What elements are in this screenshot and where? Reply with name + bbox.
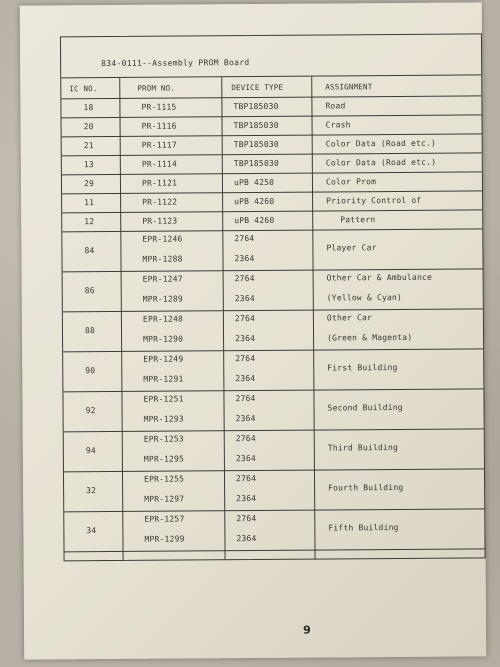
column-header: DEVICE TYPE xyxy=(231,82,284,93)
ic-number: 34 xyxy=(86,526,97,536)
device-type: 2764 xyxy=(235,433,256,444)
prom-number: PR-1117 xyxy=(141,140,177,150)
prom-number: EPR-1255 xyxy=(144,474,185,484)
device-type: uPB 4250 xyxy=(233,177,275,188)
device-type: 2764 xyxy=(235,473,257,484)
device-type: 2764 xyxy=(235,393,256,404)
prom-number: EPR-1251 xyxy=(143,394,184,404)
assignment-text: Road xyxy=(325,101,346,111)
prom-number: PR-1121 xyxy=(141,178,178,188)
prom-number: MPR-1291 xyxy=(143,374,184,384)
column-header: IC NO. xyxy=(69,84,98,94)
assignment-text: Priority Control of xyxy=(326,195,422,206)
table-row xyxy=(63,308,483,352)
device-type: 2364 xyxy=(236,493,257,504)
ic-number: 13 xyxy=(83,160,94,170)
prom-number: EPR-1253 xyxy=(143,434,184,444)
assignment-text: Fifth Building xyxy=(328,522,399,533)
paper-page xyxy=(20,2,487,659)
prom-table xyxy=(61,74,484,561)
table-row xyxy=(63,388,483,432)
column-header: PROM NO. xyxy=(137,83,176,93)
device-type: TBP185030 xyxy=(233,101,279,112)
document-title: 834-0111--Assembly PROM Board xyxy=(101,58,250,69)
prom-number: MPR-1295 xyxy=(143,454,185,464)
device-type: 2364 xyxy=(235,453,256,464)
device-type: 2364 xyxy=(235,373,256,384)
table-row xyxy=(62,228,482,272)
assignment-text: Other Car xyxy=(326,313,373,323)
prom-number: MPR-1299 xyxy=(144,534,185,544)
prom-number: MPR-1293 xyxy=(143,414,184,424)
ic-number: 12 xyxy=(84,217,95,227)
prom-number: EPR-1246 xyxy=(142,234,183,244)
assignment-text: Third Building xyxy=(327,442,399,453)
prom-number: EPR-1249 xyxy=(143,354,184,364)
device-type: uPB 4260 xyxy=(234,196,275,207)
table-row xyxy=(63,268,483,312)
assignment-text: (Yellow & Cyan) xyxy=(326,292,403,303)
prom-table-frame xyxy=(60,33,486,561)
device-type: 2364 xyxy=(235,413,256,424)
assignment-text: Color Data (Road etc.) xyxy=(325,138,437,149)
device-type: TBP185030 xyxy=(233,158,280,169)
assignment-text: Pattern xyxy=(340,215,376,225)
device-type: 2764 xyxy=(234,313,256,324)
device-type: 2764 xyxy=(234,233,255,244)
prom-number: PR-1122 xyxy=(142,197,178,207)
device-type: 2364 xyxy=(235,333,256,344)
ic-number: 21 xyxy=(83,141,94,151)
prom-number: MPR-1289 xyxy=(142,294,183,304)
prom-number: EPR-1257 xyxy=(144,514,185,524)
prom-number: PR-1123 xyxy=(142,216,178,226)
device-type: TBP185030 xyxy=(233,139,279,150)
ic-number: 90 xyxy=(85,366,96,376)
prom-number: MPR-1290 xyxy=(143,334,184,344)
prom-number: PR-1114 xyxy=(141,159,177,169)
device-type: TBP185030 xyxy=(233,120,279,131)
column-header: ASSIGNMENT xyxy=(325,82,373,92)
ic-number: 18 xyxy=(83,103,94,113)
ic-number: 92 xyxy=(85,406,96,416)
prom-number: PR-1115 xyxy=(141,102,177,112)
table-row xyxy=(63,348,483,392)
ic-number: 84 xyxy=(84,246,95,256)
assignment-text: Second Building xyxy=(327,402,403,413)
device-type: 2364 xyxy=(236,533,257,544)
ic-number: 32 xyxy=(86,486,97,496)
assignment-text: First Building xyxy=(327,362,398,373)
table-row xyxy=(64,428,484,472)
table-row xyxy=(64,468,484,512)
ic-number: 29 xyxy=(83,179,95,189)
prom-number: PR-1116 xyxy=(141,121,177,131)
assignment-text: Crash xyxy=(325,120,351,130)
prom-number: MPR-1297 xyxy=(144,494,185,504)
assignment-text: Fourth Building xyxy=(328,482,404,493)
assignment-text: Player Car xyxy=(326,243,377,253)
ic-number: 86 xyxy=(84,286,95,296)
page-number: 9 xyxy=(303,623,311,637)
device-type: uPB 4260 xyxy=(234,215,275,226)
prom-number: MPR-1288 xyxy=(142,254,183,264)
ic-number: 88 xyxy=(84,326,96,336)
device-type: 2764 xyxy=(236,513,257,524)
device-type: 2764 xyxy=(234,273,255,284)
assignment-text: Color Data (Road etc.) xyxy=(325,157,437,168)
table-row xyxy=(64,508,484,552)
assignment-text: Color Prom xyxy=(325,177,377,187)
ic-number: 20 xyxy=(83,122,94,132)
assignment-text: Other Car & Ambulance xyxy=(326,272,433,283)
prom-number: EPR-1247 xyxy=(142,274,183,284)
assignment-text: (Green & Magenta) xyxy=(327,332,413,343)
device-type: 2364 xyxy=(234,293,255,304)
prom-number: EPR-1248 xyxy=(142,314,184,324)
device-type: 2764 xyxy=(235,353,256,364)
device-type: 2364 xyxy=(234,253,255,264)
ic-number: 94 xyxy=(85,446,96,456)
ic-number: 11 xyxy=(84,198,95,208)
